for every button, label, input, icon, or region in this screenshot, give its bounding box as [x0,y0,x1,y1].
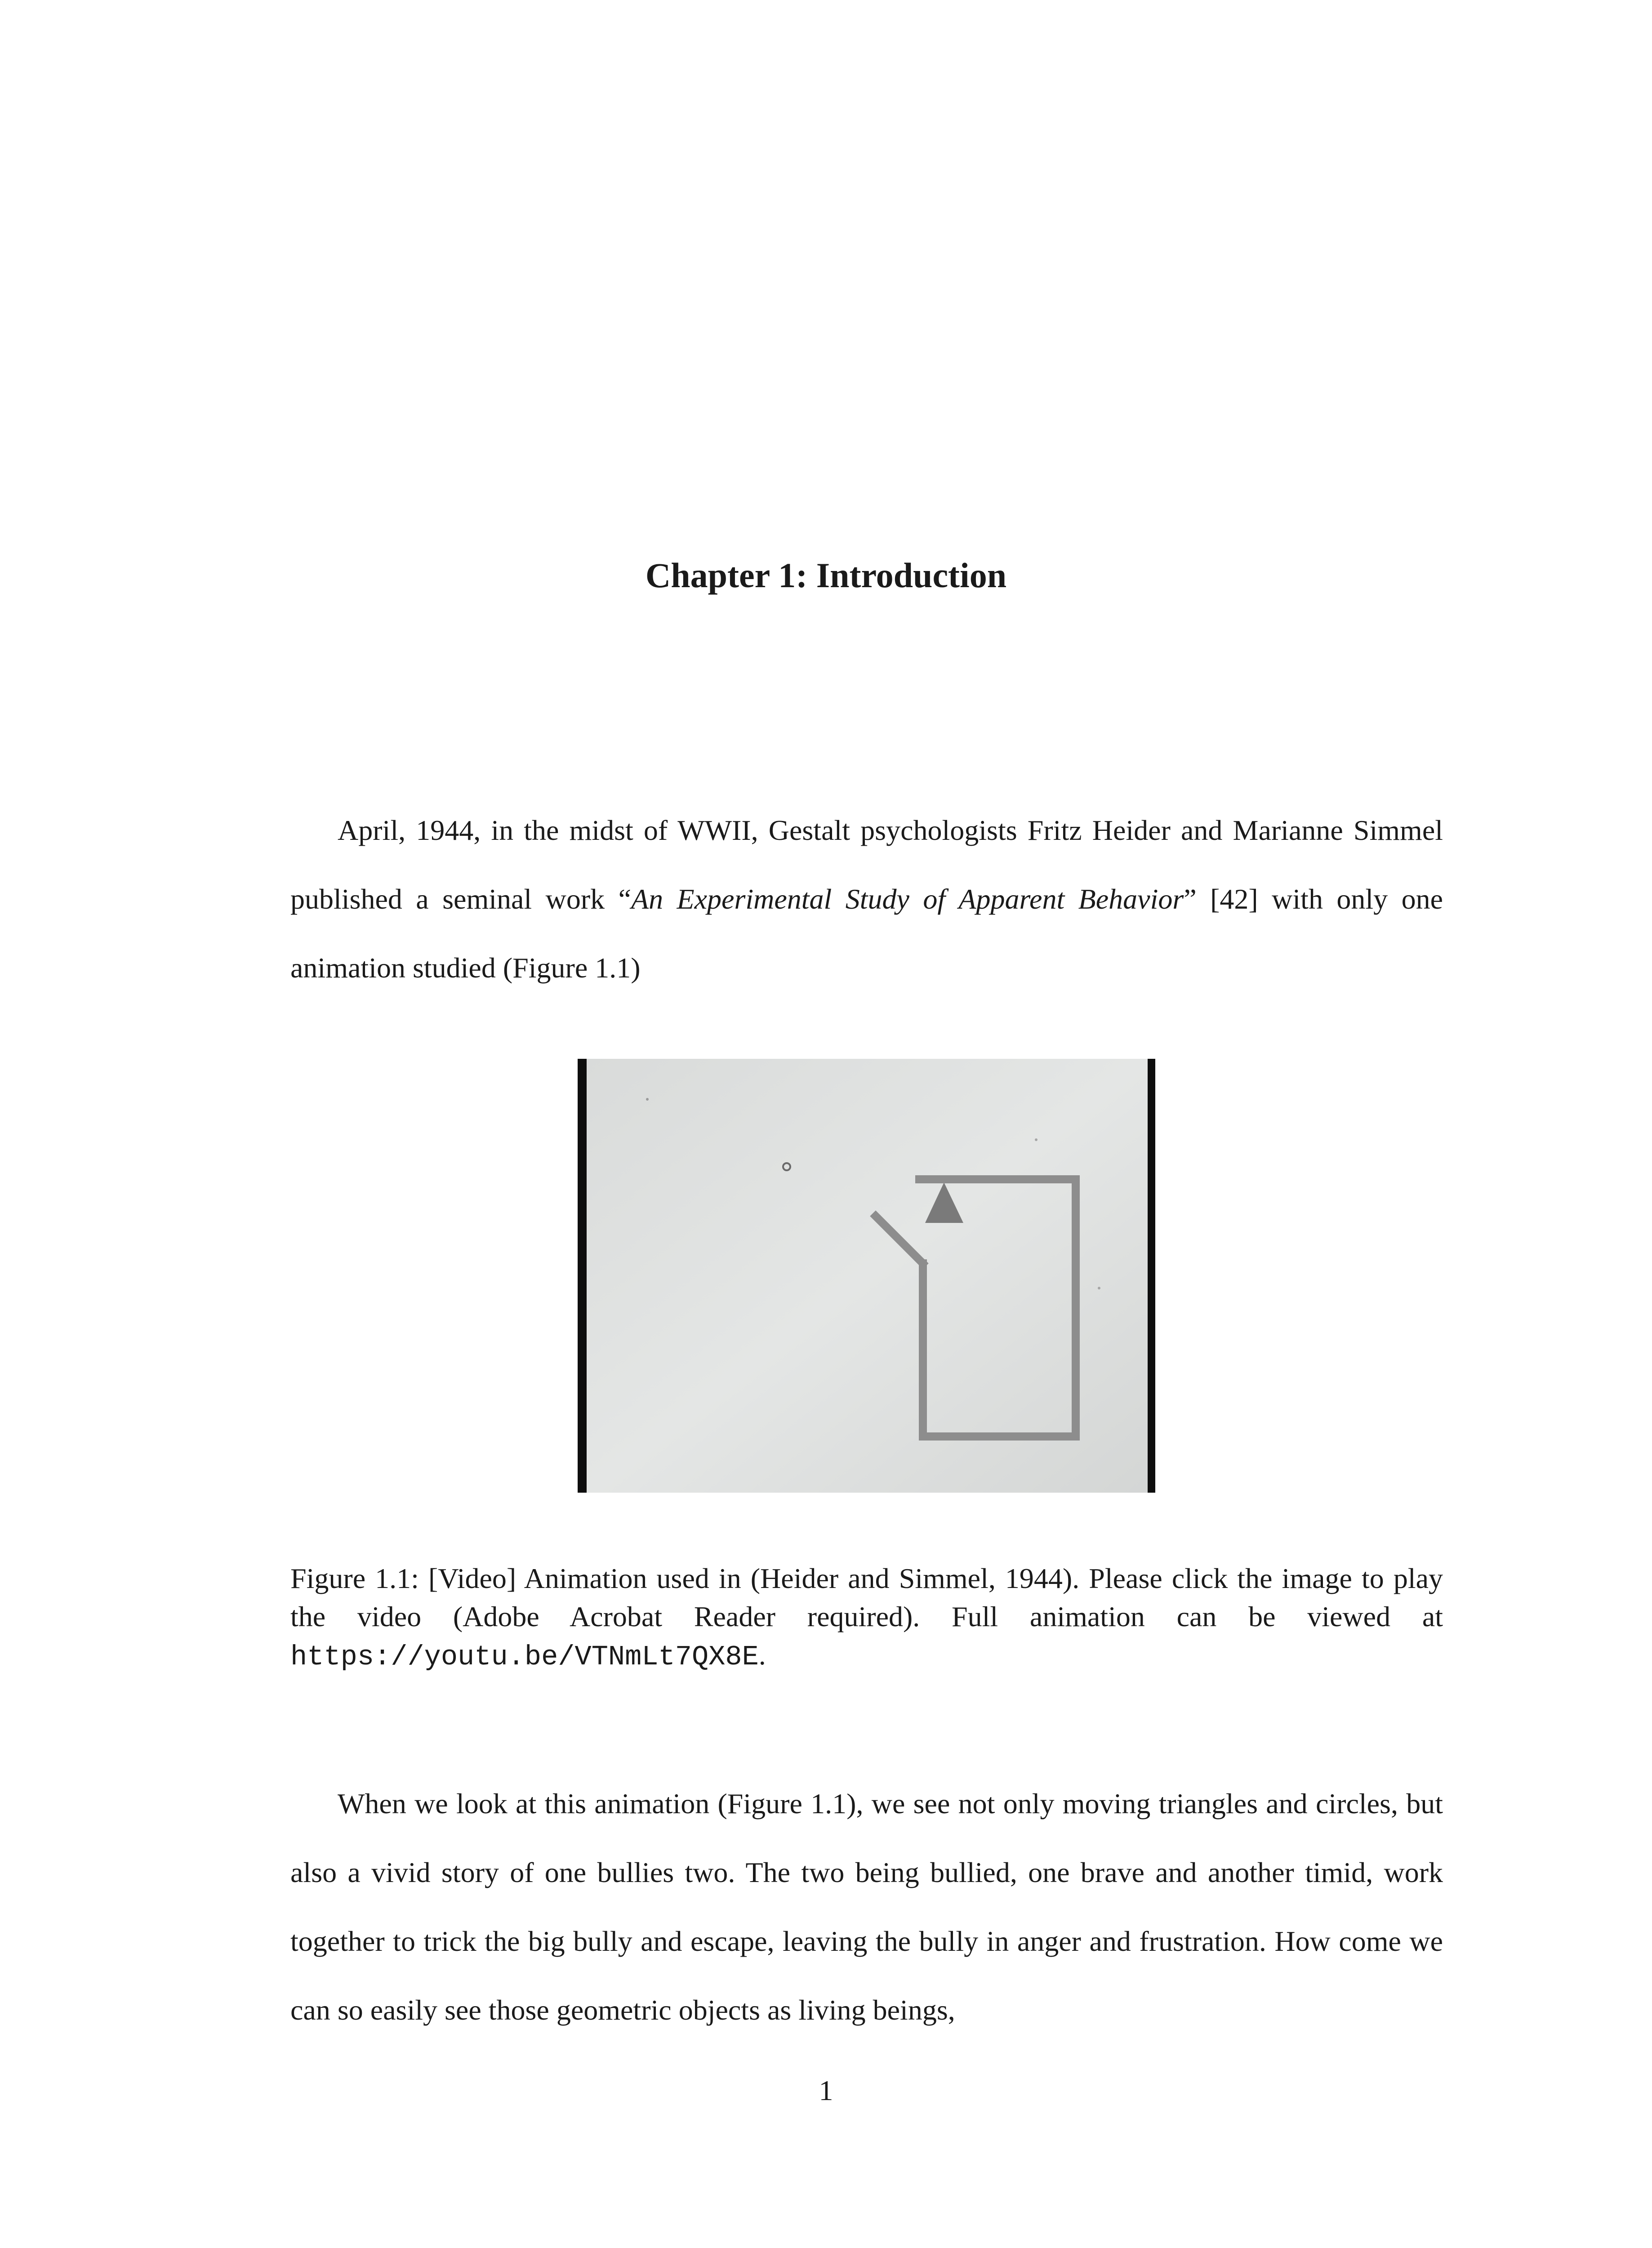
chapter-title: Chapter 1: Introduction [645,556,1007,595]
caption-end: . [758,1639,766,1671]
intro-paragraph-end: ” [42] with only one animation studied (Figure 1.1) [290,883,1443,984]
speck-mark [1035,1138,1038,1141]
caption-text: Figure 1.1: [Video] Animation used in (Heider and Simmel, 1944). Please click the image to play the video (Adobe Acrobat Reader required). Full animation can be viewed at [290,1562,1443,1632]
speck-mark [1098,1287,1100,1289]
intro-paragraph-start: April, 1944, in the midst of WWII, Gestalt psychologists Fritz Heider and Marianne Simmel published a seminal work “ [290,814,1443,915]
video-screen [587,1059,1148,1493]
intro-paragraph [290,796,1443,1002]
video-link[interactable]: https://youtu.be/VTNmLt7QX8E [290,1641,759,1673]
speck-mark [646,1098,649,1101]
page-number: 1 [819,2074,833,2106]
animation-frame [578,1059,1155,1493]
body-paragraph: When we look at this animation (Figure 1.1), we see not only moving triangles and circles, but also a vivid story of one bullies two. The two being bullied, one brave and another timid, work together to trick the big bully and escape, leaving the bully in anger and frustration. How come we can so easily see those geometric objects as living beings, [290,1788,1443,2026]
video-figure[interactable] [578,1059,1155,1493]
figure-caption [290,1559,1443,1676]
cited-work-title: An Experimental Study of Apparent Behavior [631,883,1184,915]
